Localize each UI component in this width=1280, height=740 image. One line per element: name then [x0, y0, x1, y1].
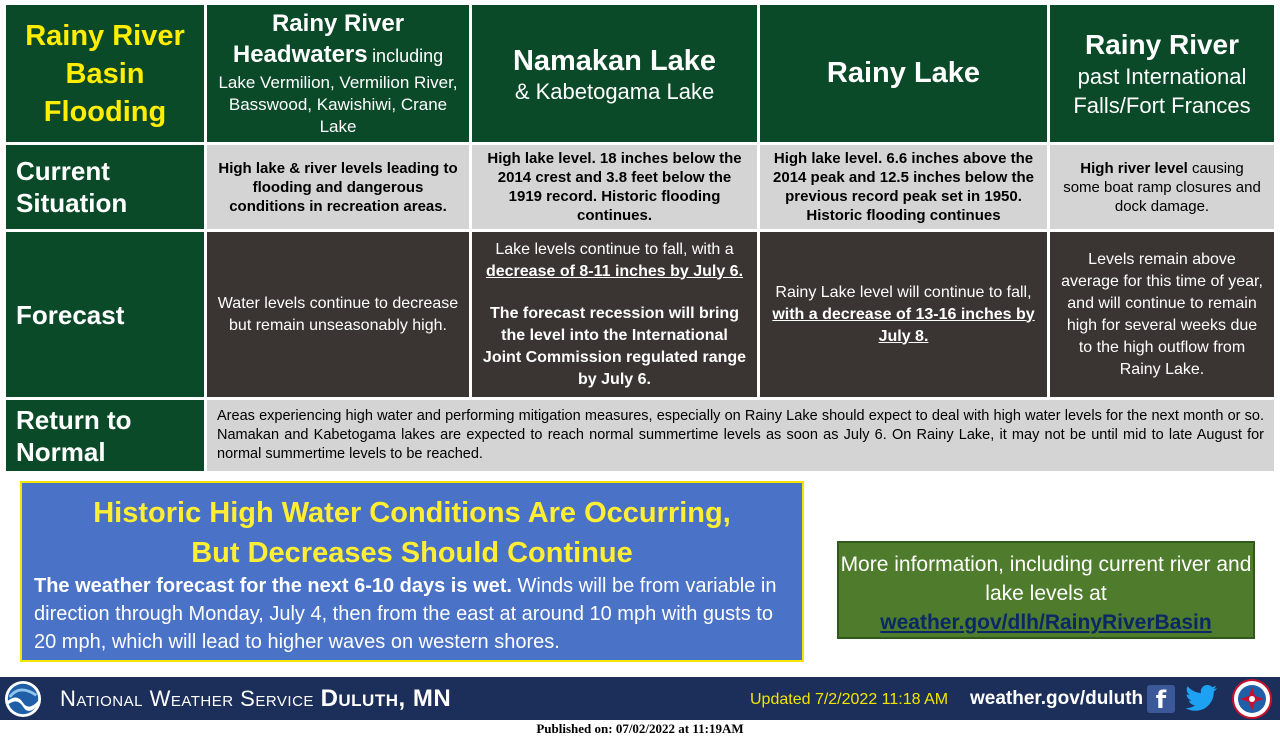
twitter-icon[interactable] — [1185, 683, 1219, 713]
forecast-namakan-decrease: decrease of 8-11 inches by July 6. — [485, 262, 744, 280]
nws-office: Duluth, MN — [320, 685, 452, 712]
forecast-namakan-recession: The forecast recession will bring the level into the International Joint Commission regulated range by July 6. — [482, 304, 747, 388]
nws-logo-icon[interactable] — [1232, 679, 1272, 719]
conditions-banner — [20, 481, 804, 662]
return-text: Areas experiencing high water and performing mitigation measures, especially on Rainy Lake should expect to deal with high water levels for the next month or so. Namakan and Kabetogama lakes are expected to reach normal summertime levels as soon as July 6. On Rainy Lake, it may not be until mid to late August for normal summertime levels to be reached. — [207, 400, 1274, 471]
banner-body-bold: The weather forecast for the next 6-10 days is wet. — [34, 575, 512, 597]
nws-org: National Weather Service — [60, 686, 314, 711]
rainy-lake-title: Rainy Lake — [826, 57, 981, 89]
current-rainy-lake: High lake level. 6.6 inches above the 2014 peak and 12.5 inches below the previous record peak set in 1950. Historic flooding continues — [760, 145, 1047, 229]
banner-body — [34, 572, 794, 656]
current-rainy-river-rest: causing some boat ramp closures and dock damage. — [1063, 159, 1261, 215]
forecast-namakan-line1: Lake levels continue to fall, with a — [495, 240, 734, 258]
header-headwaters — [207, 5, 469, 142]
current-headwaters: High lake & river levels leading to flooding and dangerous conditions in recreation areas. — [207, 145, 469, 229]
header-rainy-river — [1050, 5, 1274, 142]
headwaters-subtitle: Lake Vermilion, Vermilion River, Basswood, Kawishiwi, Crane Lake — [218, 72, 458, 136]
row-label-current: Current Situation — [6, 145, 204, 229]
rainy-river-title: Rainy River — [1084, 28, 1240, 60]
namakan-subtitle: & Kabetogama Lake — [514, 78, 715, 104]
forecast-rainy-lake-decrease: with a decrease of 13-16 inches by July 8. — [772, 305, 1035, 345]
forecast-headwaters: Water levels continue to decrease but remain unseasonably high. — [207, 232, 469, 397]
header-namakan — [472, 5, 757, 142]
row-label-forecast: Forecast — [6, 232, 204, 397]
more-info-box — [837, 541, 1255, 639]
table-title-cell — [6, 5, 204, 142]
more-info-text: More information, including current river and lake levels at — [840, 553, 1252, 605]
published-line: Published on: 07/02/2022 at 11:19AM — [536, 721, 744, 736]
headwaters-title: Rainy River Headwaters — [232, 9, 405, 68]
forecast-rainy-lake — [760, 232, 1047, 397]
updated-timestamp: Updated 7/2/2022 11:18 AM — [750, 691, 949, 708]
header-rainy-lake — [760, 5, 1047, 142]
nws-site-link[interactable]: weather.gov/duluth — [970, 688, 1144, 709]
row-label-return: Return to Normal — [6, 400, 204, 471]
current-namakan: High lake level. 18 inches below the 2014 crest and 3.8 feet below the 1919 record. Historic flooding continues. — [472, 145, 757, 229]
noaa-logo-icon[interactable] — [4, 680, 42, 718]
forecast-rainy-lake-line1: Rainy Lake level will continue to fall, — [775, 283, 1032, 301]
more-info-link[interactable]: weather.gov/dlh/RainyRiverBasin — [880, 611, 1212, 634]
banner-title: Historic High Water Conditions Are Occurring, But Decreases Should Continue — [93, 497, 731, 569]
namakan-title: Namakan Lake — [512, 44, 717, 77]
table-title: Rainy River Basin Flooding — [25, 19, 185, 128]
current-rainy-river-bold: High river level — [1080, 159, 1188, 177]
headwaters-including: including — [372, 45, 444, 66]
banner-body-rest: Winds will be from variable in direction through Monday, July 4, then from the east at around 10 mph with gusts to 20 mph, which will lead to higher waves on western shores. — [34, 575, 777, 653]
facebook-icon[interactable]: f — [1147, 685, 1175, 713]
forecast-rainy-river: Levels remain above average for this time of year, and will continue to remain high for several weeks due to the high outflow from Rainy Lake. — [1050, 232, 1274, 397]
forecast-namakan — [472, 232, 757, 397]
flood-table — [6, 5, 1274, 471]
current-rainy-river — [1050, 145, 1274, 229]
rainy-river-subtitle: past International Falls/Fort Frances — [1073, 63, 1251, 118]
nws-office-name — [60, 686, 451, 712]
